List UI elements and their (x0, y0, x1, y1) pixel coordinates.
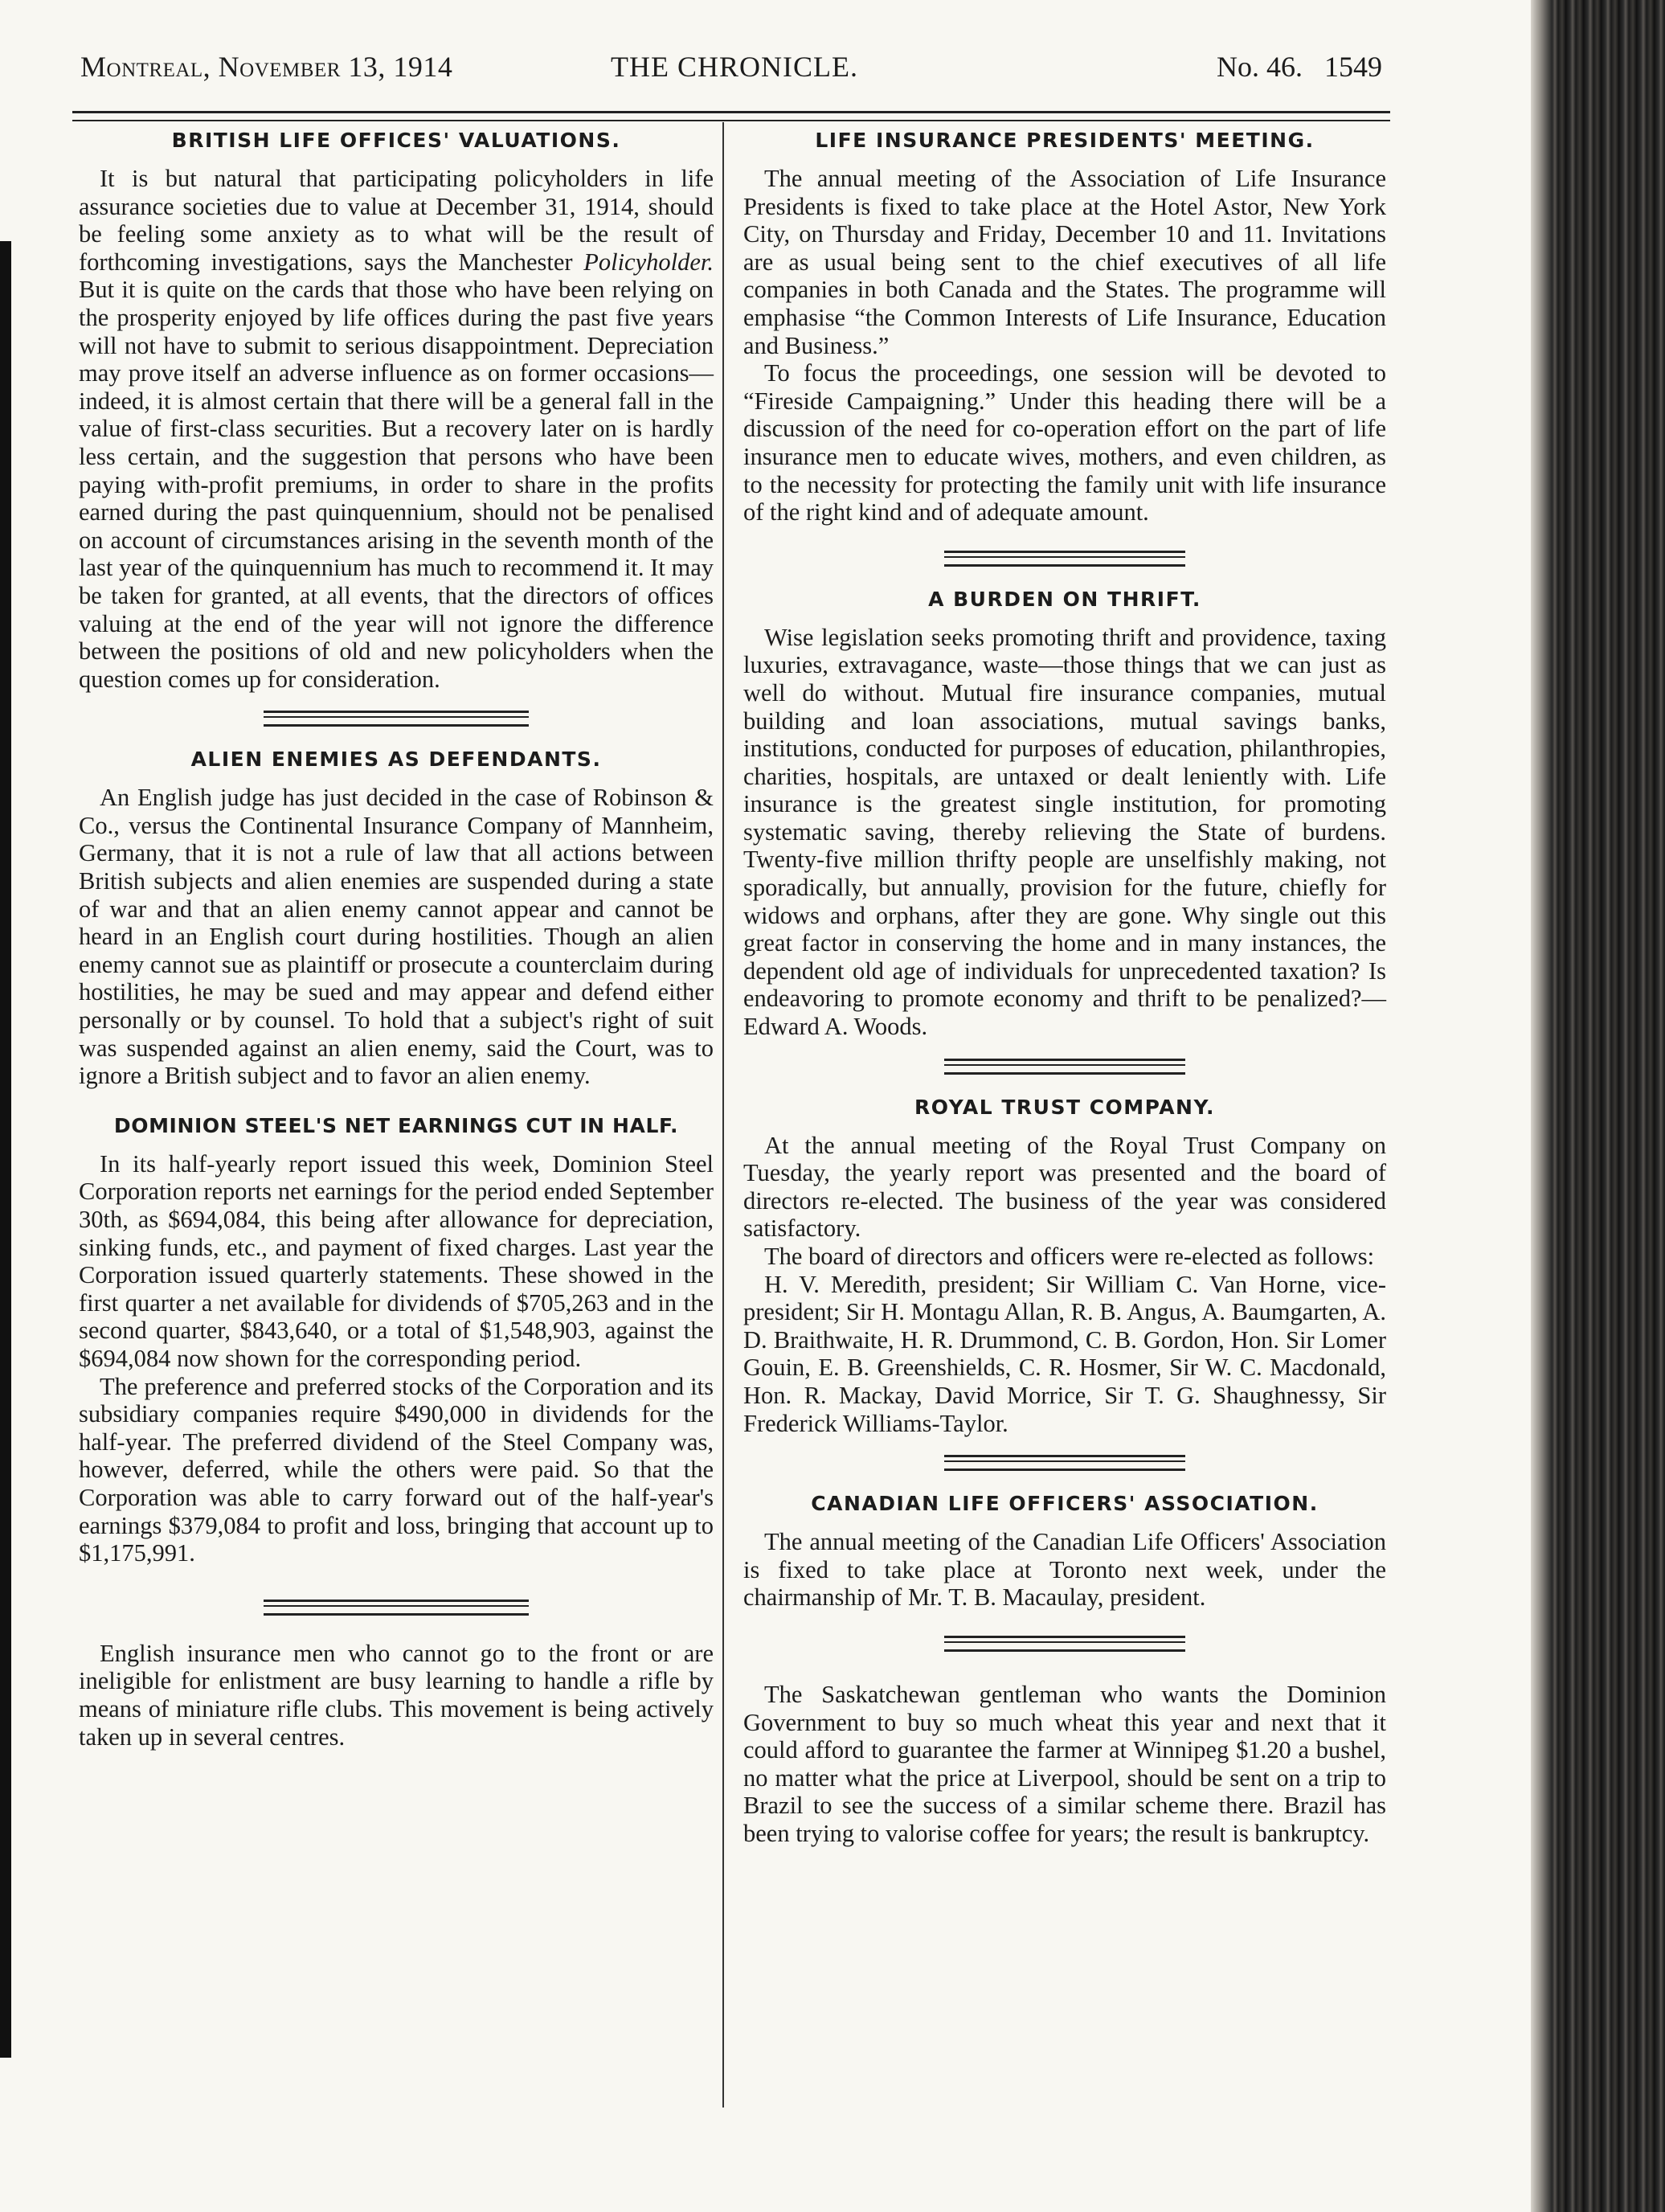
section-divider (944, 1636, 1185, 1652)
spacer (79, 1090, 714, 1114)
article-heading: ROYAL TRUST COMPANY. (914, 1095, 1215, 1119)
section-divider (264, 711, 529, 727)
section-divider (944, 551, 1185, 567)
header-dateline: Montreal, November 13, 1914 (80, 51, 453, 83)
section-divider (944, 1059, 1185, 1075)
article-canadian-life-officers (743, 1492, 1386, 1612)
section-divider (944, 1455, 1185, 1471)
header-rule (72, 111, 1390, 121)
article-text: But it is quite on the cards that those who have been relying on the prosperity enjoyed by life offices during the past five years will not have to submit to serious disappointment. Depreciation may prove itself an adverse influence as on former occasions—indeed, it is almost certain that there will be a general fall in the value of first-class securities. But a recovery later on is hardly less certain, and the suggestion that persons who have been paying with-profit premiums, in order to share in the profits earned during the past quinquennium, should not be penalised on account of circumstances arising in the seventh month of the last year of the quinquennium has much to recommend it. It may be taken for granted, at all events, that the directors of offices valuing at the end of the year will not ignore the difference between the positions of old and new policyholders when the question comes up for consideration. (79, 276, 714, 693)
article-paragraph: At the annual meeting of the Royal Trust Company on Tuesday, the yearly report was presented and the board of directors re-elected. The business of the year was considered satisfactory. (743, 1131, 1386, 1243)
article-british-life-offices (79, 129, 714, 693)
column-divider (722, 122, 724, 2108)
article-heading: CANADIAN LIFE OFFICERS' ASSOCIATION. (811, 1492, 1319, 1516)
article-paragraph: English insurance men who cannot go to the front or are ineligible for enlistment are busy learning to handle a rifle by means of miniature rifle clubs. This movement is being actively taken up in several centres. (79, 1639, 714, 1751)
section-divider (264, 1600, 529, 1616)
book-page-edges (1531, 0, 1665, 2212)
article-heading: A BURDEN ON THRIFT. (928, 587, 1201, 611)
article-burden-on-thrift (743, 588, 1386, 1041)
article-heading: ALIEN ENEMIES AS DEFENDANTS. (190, 748, 602, 772)
article-royal-trust (743, 1096, 1386, 1438)
article-paragraph (79, 165, 714, 693)
article-paragraph: Wise legislation seeks promoting thrift and providence, taxing luxuries, extravagance, waste—those things that we can just as well do without. Mutual fire insurance companies, mutual building and loan associations, mutual savings banks, institutions, conducted for purposes of education, philanthropies, charities, hospitals, are untaxed or dealt leniently with. Life insurance is the greatest single institution, for promoting systematic saving, thereby relieving the State of burdens. Twenty-five million thrifty people are unselfishly making, not sporadically, but annually, provision for the future, chiefly for widows and orphans, after they are gone. Why single out this great factor in conserving the home and in many instances, the dependent old age of individuals for unprecedented taxation? Is endeavoring to promote economy and thrift to be penalized?—Edward A. Woods. (743, 623, 1386, 1041)
article-paragraph: The board of directors and officers were re-elected as follows: (764, 1243, 1375, 1270)
left-column (79, 129, 714, 1751)
article-paragraph: The preference and preferred stocks of the Corporation and its subsidiary companies require $490,000 in dividends for the half-year. The preferred dividend of the Steel Company was, however, deferred, while the others were paid. So that the Corporation was able to carry forward out of the half-year's earnings $379,084 to profit and loss, bringing that account up to $1,175,991. (79, 1372, 714, 1567)
binding-edge-left (0, 241, 11, 2058)
running-header (80, 50, 1382, 90)
article-heading: DOMINION STEEL'S NET EARNINGS CUT IN HALF. (113, 1113, 679, 1137)
article-text: It is but natural that participating policyholders in life assurance societies due to value at December 31, 1914, should be feeling some anxiety as to what will be the result of forthcoming investigations, says the Manchester (79, 165, 714, 276)
article-heading: LIFE INSURANCE PRESIDENTS' MEETING. (815, 129, 1315, 152)
article-paragraph: To focus the proceedings, one session will be devoted to “Fireside Campaigning.” Under this heading there will be a discussion of the need for co-operation effort on the part of life insurance men to educate wives, mothers, and even children, as to the necessity for protecting the family unit with life insurance of the right kind and of adequate amount. (743, 359, 1386, 526)
article-paragraph: The annual meeting of the Association of Life Insurance Presidents is fixed to take place at the Hotel Astor, New York City, on Thursday and Friday, December 10 and 11. Invitations are as usual being sent to the chief executives of all life companies in both Canada and the States. The programme will emphasise “the Common Interests of Life Insurance, Education and Business.” (743, 165, 1386, 359)
article-saskatchewan-wheat (743, 1681, 1386, 1848)
officers-list: H. V. Meredith, president; Sir William C. Van Horne, vice-president; Sir H. Montagu Allan, R. B. Angus, A. Baumgarten, A. D. Braithwaite, H. R. Drummond, C. B. Gordon, Hon. Sir Lomer Gouin, E. B. Greenshields, C. R. Hosmer, Sir W. C. Macdonald, Hon. R. Mackay, David Morrice, Sir T. G. Shaughnessy, Sir Frederick Williams-Taylor. (743, 1270, 1386, 1437)
article-life-insurance-presidents (743, 129, 1386, 526)
article-paragraph: An English judge has just decided in the case of Robinson & Co., versus the Continental Insurance Company of Mannheim, Germany, that it is not a rule of law that all actions between British subjects and alien enemies are suspended during a state of war and that an alien enemy cannot appear and cannot be heard in an English court during hostilities. Though an alien enemy cannot sue as plaintiff or prosecute a counterclaim during hostilities, he may be sued and may appear and defend either personally or by counsel. To hold that a subject's right of suit was suspended against an alien enemy, said the Court, was to ignore a British subject and to favor an alien enemy. (79, 784, 714, 1090)
article-paragraph: The annual meeting of the Canadian Life Officers' Association is fixed to take place at Toronto next week, under the chairmanship of Mr. T. B. Macaulay, president. (743, 1528, 1386, 1612)
header-publication-title: THE CHRONICLE. (611, 51, 858, 83)
article-dominion-steel (79, 1114, 714, 1567)
article-paragraph: The Saskatchewan gentleman who wants the Dominion Government to buy so much wheat this year and next that it could afford to guarantee the farmer at Winnipeg $1.20 a bushel, no matter what the price at Liverpool, should be sent on a trip to Brazil to see the success of a similar scheme there. Brazil has been trying to valorise coffee for years; the result is bankruptcy. (743, 1680, 1386, 1847)
publication-name: Policyholder. (583, 248, 714, 276)
right-column (743, 129, 1386, 1848)
article-heading: BRITISH LIFE OFFICES' VALUATIONS. (171, 129, 621, 152)
article-alien-enemies (79, 748, 714, 1090)
article-paragraph: In its half-yearly report issued this week, Dominion Steel Corporation reports net earnings for the period ended September 30th, as $694,084, this being after allowance for depreciation, sinking funds, etc., and payment of fixed charges. Last year the Corporation issued quarterly statements. These showed in the first quarter a net available for dividends of $705,263 and in the second quarter, $843,640, or a total of $1,548,903, against the $694,084 now shown for the corresponding period. (79, 1149, 714, 1372)
header-issue-page-number: No. 46. 1549 (1217, 51, 1382, 83)
article-rifle-clubs (79, 1640, 714, 1751)
